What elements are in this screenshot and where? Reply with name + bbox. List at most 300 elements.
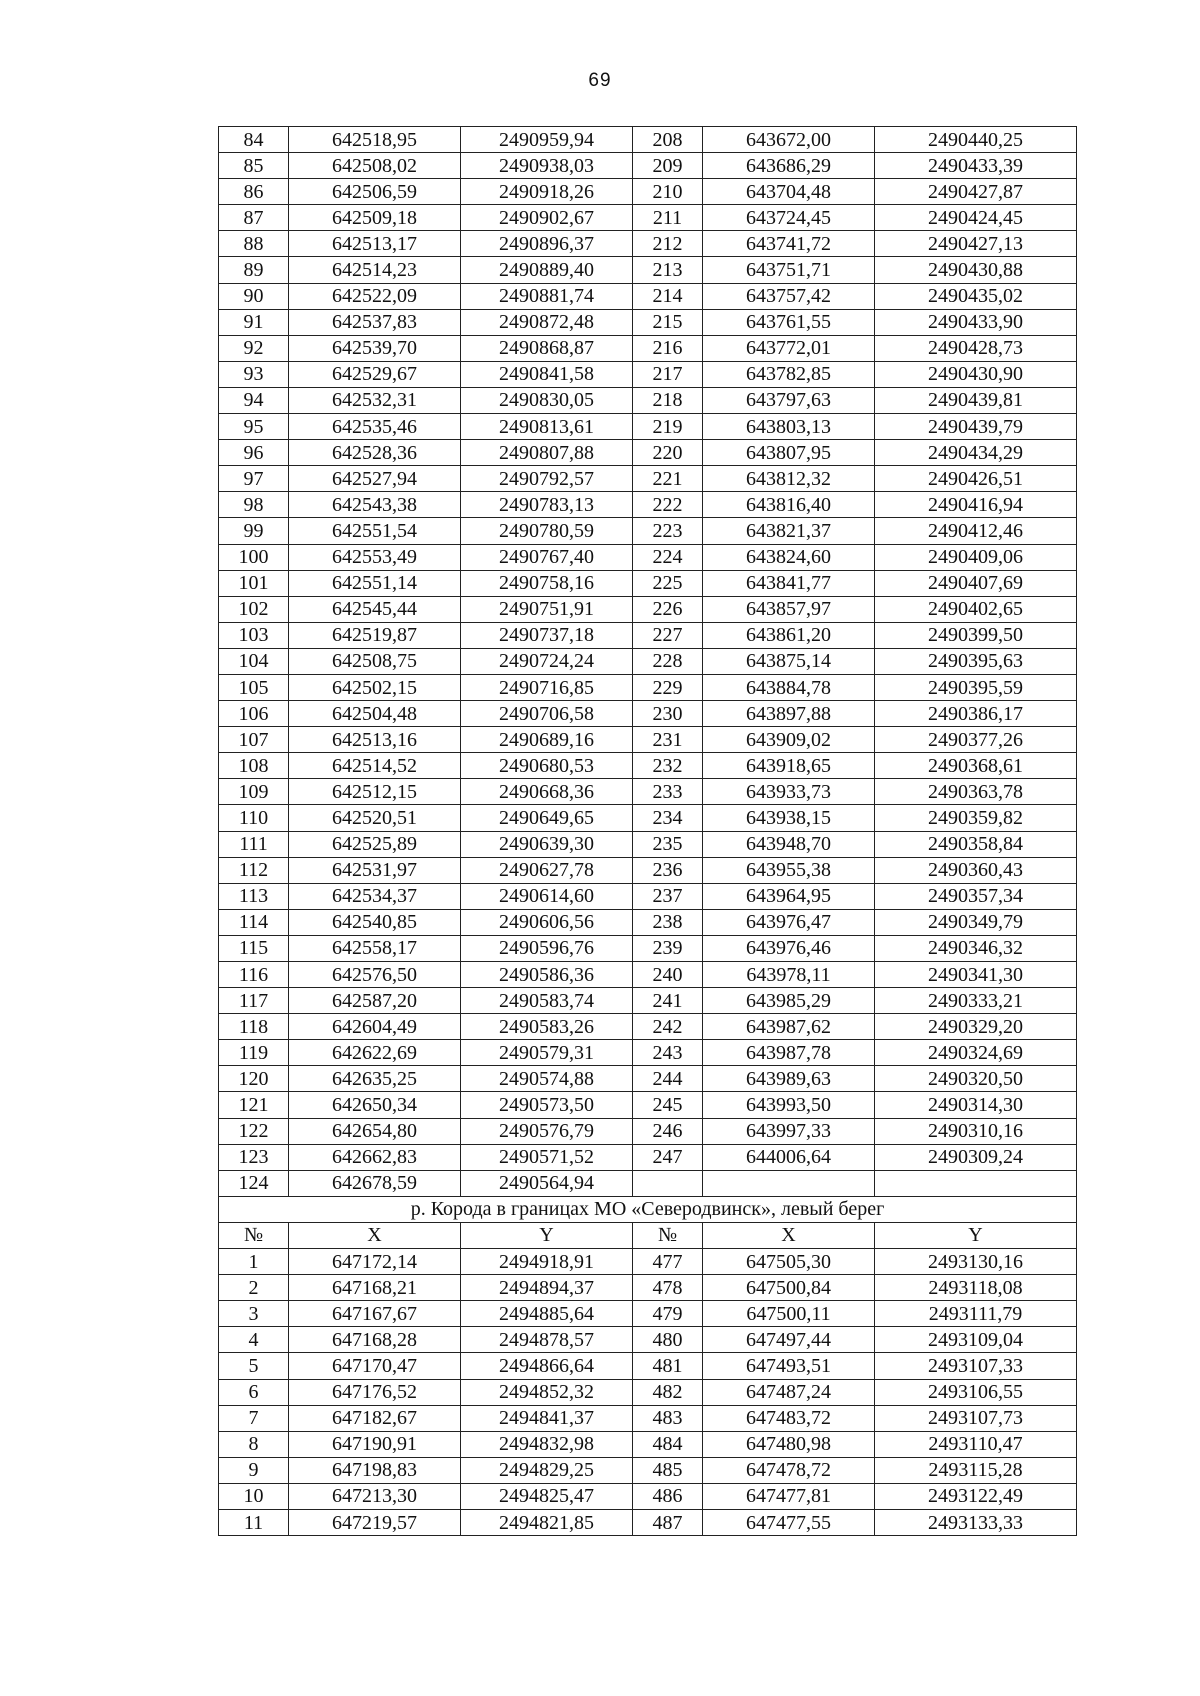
x-coordinate-cell: 647198,83 — [289, 1457, 461, 1483]
x-coordinate-cell: 642543,38 — [289, 492, 461, 518]
y-coordinate-cell: 2490689,16 — [461, 727, 633, 753]
table-row — [219, 127, 1077, 153]
y-coordinate-cell: 2494841,37 — [461, 1405, 633, 1431]
point-number-cell: 120 — [219, 1066, 289, 1092]
x-coordinate-cell: 642514,52 — [289, 753, 461, 779]
x-coordinate-cell: 647505,30 — [703, 1249, 875, 1275]
table-row — [219, 283, 1077, 309]
x-coordinate-cell: 643824,60 — [703, 544, 875, 570]
point-number-cell: 484 — [633, 1431, 703, 1457]
table-row — [219, 309, 1077, 335]
y-coordinate-cell: 2490310,16 — [875, 1118, 1077, 1144]
table-row — [219, 414, 1077, 440]
y-coordinate-cell: 2490329,20 — [875, 1014, 1077, 1040]
y-coordinate-cell: 2490324,69 — [875, 1040, 1077, 1066]
y-coordinate-cell: 2490412,46 — [875, 518, 1077, 544]
x-coordinate-cell: 642504,48 — [289, 701, 461, 727]
y-coordinate-cell: 2490427,13 — [875, 231, 1077, 257]
coordinates-table-body — [219, 127, 1077, 1536]
point-number-cell: 477 — [633, 1249, 703, 1275]
y-coordinate-cell: 2490639,30 — [461, 831, 633, 857]
y-coordinate-cell: 2490780,59 — [461, 518, 633, 544]
table-row — [219, 622, 1077, 648]
point-number-cell: 238 — [633, 909, 703, 935]
y-coordinate-cell: 2490758,16 — [461, 570, 633, 596]
y-coordinate-cell: 2490346,32 — [875, 935, 1077, 961]
y-coordinate-cell: 2490813,61 — [461, 414, 633, 440]
point-number-cell: 102 — [219, 596, 289, 622]
y-coordinate-cell: 2490586,36 — [461, 962, 633, 988]
point-number-cell: 93 — [219, 361, 289, 387]
y-coordinate-cell: 2490868,87 — [461, 335, 633, 361]
x-coordinate-cell: 642520,51 — [289, 805, 461, 831]
table-row — [219, 753, 1077, 779]
y-coordinate-cell: 2494829,25 — [461, 1457, 633, 1483]
point-number-cell: 86 — [219, 179, 289, 205]
point-number-cell: 99 — [219, 518, 289, 544]
x-coordinate-cell: 647182,67 — [289, 1405, 461, 1431]
x-coordinate-cell: 642518,95 — [289, 127, 461, 153]
column-header-row — [219, 1222, 1077, 1248]
table-row — [219, 727, 1077, 753]
table-row — [219, 440, 1077, 466]
x-coordinate-cell: 643751,71 — [703, 257, 875, 283]
point-number-cell: 84 — [219, 127, 289, 153]
point-number-cell: 111 — [219, 831, 289, 857]
point-number-cell: 122 — [219, 1118, 289, 1144]
point-number-cell: 115 — [219, 935, 289, 961]
point-number-cell: 1 — [219, 1249, 289, 1275]
y-coordinate-cell: 2490428,73 — [875, 335, 1077, 361]
x-coordinate-cell: 647478,72 — [703, 1457, 875, 1483]
point-number-cell: 112 — [219, 857, 289, 883]
column-header: Y — [461, 1222, 633, 1248]
point-number-cell: 3 — [219, 1301, 289, 1327]
x-coordinate-cell: 643989,63 — [703, 1066, 875, 1092]
point-number-cell: 118 — [219, 1014, 289, 1040]
y-coordinate-cell: 2493130,16 — [875, 1249, 1077, 1275]
table-row — [219, 962, 1077, 988]
table-row — [219, 1431, 1077, 1457]
table-row — [219, 1483, 1077, 1509]
x-coordinate-cell: 642512,15 — [289, 779, 461, 805]
x-coordinate-cell: 642528,36 — [289, 440, 461, 466]
point-number-cell: 210 — [633, 179, 703, 205]
x-coordinate-cell: 642678,59 — [289, 1170, 461, 1196]
y-coordinate-cell: 2490751,91 — [461, 596, 633, 622]
x-coordinate-cell: 643816,40 — [703, 492, 875, 518]
point-number-cell: 100 — [219, 544, 289, 570]
point-number-cell: 225 — [633, 570, 703, 596]
x-coordinate-cell: 647483,72 — [703, 1405, 875, 1431]
y-coordinate-cell: 2490571,52 — [461, 1144, 633, 1170]
y-coordinate-cell: 2493111,79 — [875, 1301, 1077, 1327]
point-number-cell: 89 — [219, 257, 289, 283]
x-coordinate-cell: 643933,73 — [703, 779, 875, 805]
x-coordinate-cell: 643757,42 — [703, 283, 875, 309]
y-coordinate-cell: 2490724,24 — [461, 648, 633, 674]
x-coordinate-cell: 643918,65 — [703, 753, 875, 779]
point-number-cell: 208 — [633, 127, 703, 153]
y-coordinate-cell: 2490649,65 — [461, 805, 633, 831]
table-row — [219, 1066, 1077, 1092]
x-coordinate-cell: 643782,85 — [703, 361, 875, 387]
x-coordinate-cell: 647219,57 — [289, 1509, 461, 1535]
point-number-cell: 104 — [219, 648, 289, 674]
x-coordinate-cell: 643938,15 — [703, 805, 875, 831]
y-coordinate-cell: 2490606,56 — [461, 909, 633, 935]
x-coordinate-cell — [703, 1170, 875, 1196]
x-coordinate-cell: 647170,47 — [289, 1353, 461, 1379]
x-coordinate-cell: 642527,94 — [289, 466, 461, 492]
y-coordinate-cell: 2494866,64 — [461, 1353, 633, 1379]
point-number-cell: 5 — [219, 1353, 289, 1379]
x-coordinate-cell: 642519,87 — [289, 622, 461, 648]
point-number-cell: 222 — [633, 492, 703, 518]
y-coordinate-cell: 2490395,59 — [875, 674, 1077, 700]
y-coordinate-cell: 2490439,79 — [875, 414, 1077, 440]
x-coordinate-cell: 647176,52 — [289, 1379, 461, 1405]
point-number-cell: 485 — [633, 1457, 703, 1483]
table-row — [219, 1379, 1077, 1405]
x-coordinate-cell: 643861,20 — [703, 622, 875, 648]
table-row — [219, 1457, 1077, 1483]
point-number-cell: 231 — [633, 727, 703, 753]
x-coordinate-cell: 643875,14 — [703, 648, 875, 674]
point-number-cell: 110 — [219, 805, 289, 831]
table-row — [219, 935, 1077, 961]
y-coordinate-cell: 2490440,25 — [875, 127, 1077, 153]
point-number-cell: 209 — [633, 153, 703, 179]
y-coordinate-cell: 2490341,30 — [875, 962, 1077, 988]
y-coordinate-cell: 2490576,79 — [461, 1118, 633, 1144]
point-number-cell: 243 — [633, 1040, 703, 1066]
y-coordinate-cell: 2490433,90 — [875, 309, 1077, 335]
y-coordinate-cell: 2490881,74 — [461, 283, 633, 309]
point-number-cell: 92 — [219, 335, 289, 361]
table-row — [219, 1509, 1077, 1535]
point-number-cell: 486 — [633, 1483, 703, 1509]
table-row — [219, 909, 1077, 935]
table-row — [219, 179, 1077, 205]
point-number-cell: 229 — [633, 674, 703, 700]
point-number-cell: 8 — [219, 1431, 289, 1457]
x-coordinate-cell: 642587,20 — [289, 988, 461, 1014]
y-coordinate-cell: 2490807,88 — [461, 440, 633, 466]
table-row — [219, 335, 1077, 361]
y-coordinate-cell: 2490309,24 — [875, 1144, 1077, 1170]
x-coordinate-cell: 642522,09 — [289, 283, 461, 309]
table-row — [219, 1144, 1077, 1170]
y-coordinate-cell: 2494852,32 — [461, 1379, 633, 1405]
point-number-cell: 117 — [219, 988, 289, 1014]
table-row — [219, 544, 1077, 570]
table-row — [219, 1249, 1077, 1275]
y-coordinate-cell: 2490716,85 — [461, 674, 633, 700]
x-coordinate-cell: 643976,47 — [703, 909, 875, 935]
y-coordinate-cell: 2493106,55 — [875, 1379, 1077, 1405]
x-coordinate-cell: 642576,50 — [289, 962, 461, 988]
y-coordinate-cell: 2490424,45 — [875, 205, 1077, 231]
y-coordinate-cell: 2494894,37 — [461, 1275, 633, 1301]
y-coordinate-cell: 2490706,58 — [461, 701, 633, 727]
table-row — [219, 1118, 1077, 1144]
x-coordinate-cell: 642537,83 — [289, 309, 461, 335]
table-row — [219, 988, 1077, 1014]
x-coordinate-cell: 642662,83 — [289, 1144, 461, 1170]
x-coordinate-cell: 643955,38 — [703, 857, 875, 883]
x-coordinate-cell: 643964,95 — [703, 883, 875, 909]
point-number-cell: 247 — [633, 1144, 703, 1170]
point-number-cell: 214 — [633, 283, 703, 309]
y-coordinate-cell: 2490409,06 — [875, 544, 1077, 570]
x-coordinate-cell: 643997,33 — [703, 1118, 875, 1144]
y-coordinate-cell: 2490938,03 — [461, 153, 633, 179]
table-row — [219, 492, 1077, 518]
point-number-cell: 6 — [219, 1379, 289, 1405]
x-coordinate-cell: 642539,70 — [289, 335, 461, 361]
section-title-row — [219, 1196, 1077, 1222]
x-coordinate-cell: 643761,55 — [703, 309, 875, 335]
x-coordinate-cell: 643976,46 — [703, 935, 875, 961]
table-row — [219, 518, 1077, 544]
y-coordinate-cell: 2490402,65 — [875, 596, 1077, 622]
column-header: № — [219, 1222, 289, 1248]
point-number-cell: 482 — [633, 1379, 703, 1405]
y-coordinate-cell: 2494878,57 — [461, 1327, 633, 1353]
y-coordinate-cell: 2490574,88 — [461, 1066, 633, 1092]
table-row — [219, 466, 1077, 492]
point-number-cell: 212 — [633, 231, 703, 257]
y-coordinate-cell: 2490872,48 — [461, 309, 633, 335]
x-coordinate-cell: 643978,11 — [703, 962, 875, 988]
table-row — [219, 857, 1077, 883]
y-coordinate-cell: 2490435,02 — [875, 283, 1077, 309]
table-row — [219, 387, 1077, 413]
y-coordinate-cell: 2490573,50 — [461, 1092, 633, 1118]
y-coordinate-cell: 2494821,85 — [461, 1509, 633, 1535]
point-number-cell: 239 — [633, 935, 703, 961]
point-number-cell: 9 — [219, 1457, 289, 1483]
point-number-cell: 232 — [633, 753, 703, 779]
point-number-cell: 87 — [219, 205, 289, 231]
point-number-cell: 219 — [633, 414, 703, 440]
x-coordinate-cell: 642514,23 — [289, 257, 461, 283]
x-coordinate-cell: 642545,44 — [289, 596, 461, 622]
table-row — [219, 257, 1077, 283]
y-coordinate-cell: 2493118,08 — [875, 1275, 1077, 1301]
y-coordinate-cell — [875, 1170, 1077, 1196]
x-coordinate-cell: 647500,84 — [703, 1275, 875, 1301]
table-row — [219, 805, 1077, 831]
x-coordinate-cell: 642635,25 — [289, 1066, 461, 1092]
point-number-cell: 211 — [633, 205, 703, 231]
x-coordinate-cell: 642551,14 — [289, 570, 461, 596]
table-row — [219, 1040, 1077, 1066]
point-number-cell: 11 — [219, 1509, 289, 1535]
y-coordinate-cell: 2490668,36 — [461, 779, 633, 805]
point-number-cell: 97 — [219, 466, 289, 492]
y-coordinate-cell: 2490583,74 — [461, 988, 633, 1014]
table-row — [219, 361, 1077, 387]
x-coordinate-cell: 642529,67 — [289, 361, 461, 387]
table-row — [219, 570, 1077, 596]
y-coordinate-cell: 2490349,79 — [875, 909, 1077, 935]
point-number-cell: 4 — [219, 1327, 289, 1353]
point-number-cell: 246 — [633, 1118, 703, 1144]
x-coordinate-cell: 642604,49 — [289, 1014, 461, 1040]
table-row — [219, 1014, 1077, 1040]
point-number-cell: 221 — [633, 466, 703, 492]
x-coordinate-cell: 642534,37 — [289, 883, 461, 909]
y-coordinate-cell: 2490416,94 — [875, 492, 1077, 518]
y-coordinate-cell: 2493110,47 — [875, 1431, 1077, 1457]
page-number: 69 — [588, 70, 612, 91]
table-row — [219, 648, 1077, 674]
point-number-cell: 116 — [219, 962, 289, 988]
x-coordinate-cell: 643987,62 — [703, 1014, 875, 1040]
column-header: X — [289, 1222, 461, 1248]
x-coordinate-cell: 643807,95 — [703, 440, 875, 466]
y-coordinate-cell: 2490399,50 — [875, 622, 1077, 648]
y-coordinate-cell: 2490359,82 — [875, 805, 1077, 831]
x-coordinate-cell: 643803,13 — [703, 414, 875, 440]
point-number-cell: 94 — [219, 387, 289, 413]
point-number-cell: 85 — [219, 153, 289, 179]
x-coordinate-cell: 643797,63 — [703, 387, 875, 413]
y-coordinate-cell: 2490614,60 — [461, 883, 633, 909]
x-coordinate-cell: 642553,49 — [289, 544, 461, 570]
x-coordinate-cell: 647167,67 — [289, 1301, 461, 1327]
point-number-cell: 2 — [219, 1275, 289, 1301]
y-coordinate-cell: 2490737,18 — [461, 622, 633, 648]
x-coordinate-cell: 647497,44 — [703, 1327, 875, 1353]
point-number-cell: 96 — [219, 440, 289, 466]
table-row — [219, 205, 1077, 231]
point-number-cell: 7 — [219, 1405, 289, 1431]
x-coordinate-cell: 642502,15 — [289, 674, 461, 700]
y-coordinate-cell: 2490333,21 — [875, 988, 1077, 1014]
y-coordinate-cell: 2490889,40 — [461, 257, 633, 283]
x-coordinate-cell: 642558,17 — [289, 935, 461, 961]
x-coordinate-cell: 643841,77 — [703, 570, 875, 596]
point-number-cell: 220 — [633, 440, 703, 466]
point-number-cell: 90 — [219, 283, 289, 309]
y-coordinate-cell: 2490767,40 — [461, 544, 633, 570]
x-coordinate-cell: 643772,01 — [703, 335, 875, 361]
point-number-cell: 237 — [633, 883, 703, 909]
point-number-cell: 218 — [633, 387, 703, 413]
x-coordinate-cell: 644006,64 — [703, 1144, 875, 1170]
x-coordinate-cell: 642622,69 — [289, 1040, 461, 1066]
x-coordinate-cell: 643987,78 — [703, 1040, 875, 1066]
table-row — [219, 674, 1077, 700]
y-coordinate-cell: 2490583,26 — [461, 1014, 633, 1040]
table-row — [219, 831, 1077, 857]
point-number-cell: 483 — [633, 1405, 703, 1431]
x-coordinate-cell: 647500,11 — [703, 1301, 875, 1327]
section-title: р. Корода в границах МО «Северодвинск», левый берег — [219, 1196, 1077, 1222]
point-number-cell: 234 — [633, 805, 703, 831]
x-coordinate-cell: 647487,24 — [703, 1379, 875, 1405]
y-coordinate-cell: 2490427,87 — [875, 179, 1077, 205]
y-coordinate-cell: 2493115,28 — [875, 1457, 1077, 1483]
table-row — [219, 1301, 1077, 1327]
point-number-cell: 215 — [633, 309, 703, 335]
y-coordinate-cell: 2490959,94 — [461, 127, 633, 153]
y-coordinate-cell: 2494918,91 — [461, 1249, 633, 1275]
y-coordinate-cell: 2490368,61 — [875, 753, 1077, 779]
x-coordinate-cell: 643812,32 — [703, 466, 875, 492]
x-coordinate-cell: 643821,37 — [703, 518, 875, 544]
y-coordinate-cell: 2490357,34 — [875, 883, 1077, 909]
x-coordinate-cell: 643704,48 — [703, 179, 875, 205]
point-number-cell: 244 — [633, 1066, 703, 1092]
x-coordinate-cell: 647477,81 — [703, 1483, 875, 1509]
y-coordinate-cell: 2493122,49 — [875, 1483, 1077, 1509]
x-coordinate-cell: 647477,55 — [703, 1509, 875, 1535]
y-coordinate-cell: 2490841,58 — [461, 361, 633, 387]
point-number-cell: 108 — [219, 753, 289, 779]
y-coordinate-cell: 2490579,31 — [461, 1040, 633, 1066]
x-coordinate-cell: 643948,70 — [703, 831, 875, 857]
point-number-cell — [633, 1170, 703, 1196]
x-coordinate-cell: 642509,18 — [289, 205, 461, 231]
point-number-cell: 481 — [633, 1353, 703, 1379]
column-header: Y — [875, 1222, 1077, 1248]
x-coordinate-cell: 643985,29 — [703, 988, 875, 1014]
point-number-cell: 109 — [219, 779, 289, 805]
y-coordinate-cell: 2490596,76 — [461, 935, 633, 961]
table-row — [219, 1275, 1077, 1301]
point-number-cell: 119 — [219, 1040, 289, 1066]
x-coordinate-cell: 647168,28 — [289, 1327, 461, 1353]
y-coordinate-cell: 2490430,90 — [875, 361, 1077, 387]
y-coordinate-cell: 2493107,73 — [875, 1405, 1077, 1431]
y-coordinate-cell: 2490680,53 — [461, 753, 633, 779]
point-number-cell: 216 — [633, 335, 703, 361]
table-row — [219, 1405, 1077, 1431]
x-coordinate-cell: 642525,89 — [289, 831, 461, 857]
y-coordinate-cell: 2490783,13 — [461, 492, 633, 518]
point-number-cell: 487 — [633, 1509, 703, 1535]
y-coordinate-cell: 2494832,98 — [461, 1431, 633, 1457]
y-coordinate-cell: 2490386,17 — [875, 701, 1077, 727]
x-coordinate-cell: 642531,97 — [289, 857, 461, 883]
x-coordinate-cell: 642506,59 — [289, 179, 461, 205]
table-row — [219, 1092, 1077, 1118]
y-coordinate-cell: 2490395,63 — [875, 648, 1077, 674]
point-number-cell: 114 — [219, 909, 289, 935]
point-number-cell: 226 — [633, 596, 703, 622]
y-coordinate-cell: 2490830,05 — [461, 387, 633, 413]
x-coordinate-cell: 642532,31 — [289, 387, 461, 413]
x-coordinate-cell: 647480,98 — [703, 1431, 875, 1457]
point-number-cell: 235 — [633, 831, 703, 857]
y-coordinate-cell: 2490792,57 — [461, 466, 633, 492]
point-number-cell: 103 — [219, 622, 289, 648]
column-header: № — [633, 1222, 703, 1248]
x-coordinate-cell: 647172,14 — [289, 1249, 461, 1275]
point-number-cell: 95 — [219, 414, 289, 440]
table-row — [219, 596, 1077, 622]
point-number-cell: 236 — [633, 857, 703, 883]
point-number-cell: 479 — [633, 1301, 703, 1327]
x-coordinate-cell: 647493,51 — [703, 1353, 875, 1379]
point-number-cell: 240 — [633, 962, 703, 988]
table-row — [219, 883, 1077, 909]
y-coordinate-cell: 2494885,64 — [461, 1301, 633, 1327]
